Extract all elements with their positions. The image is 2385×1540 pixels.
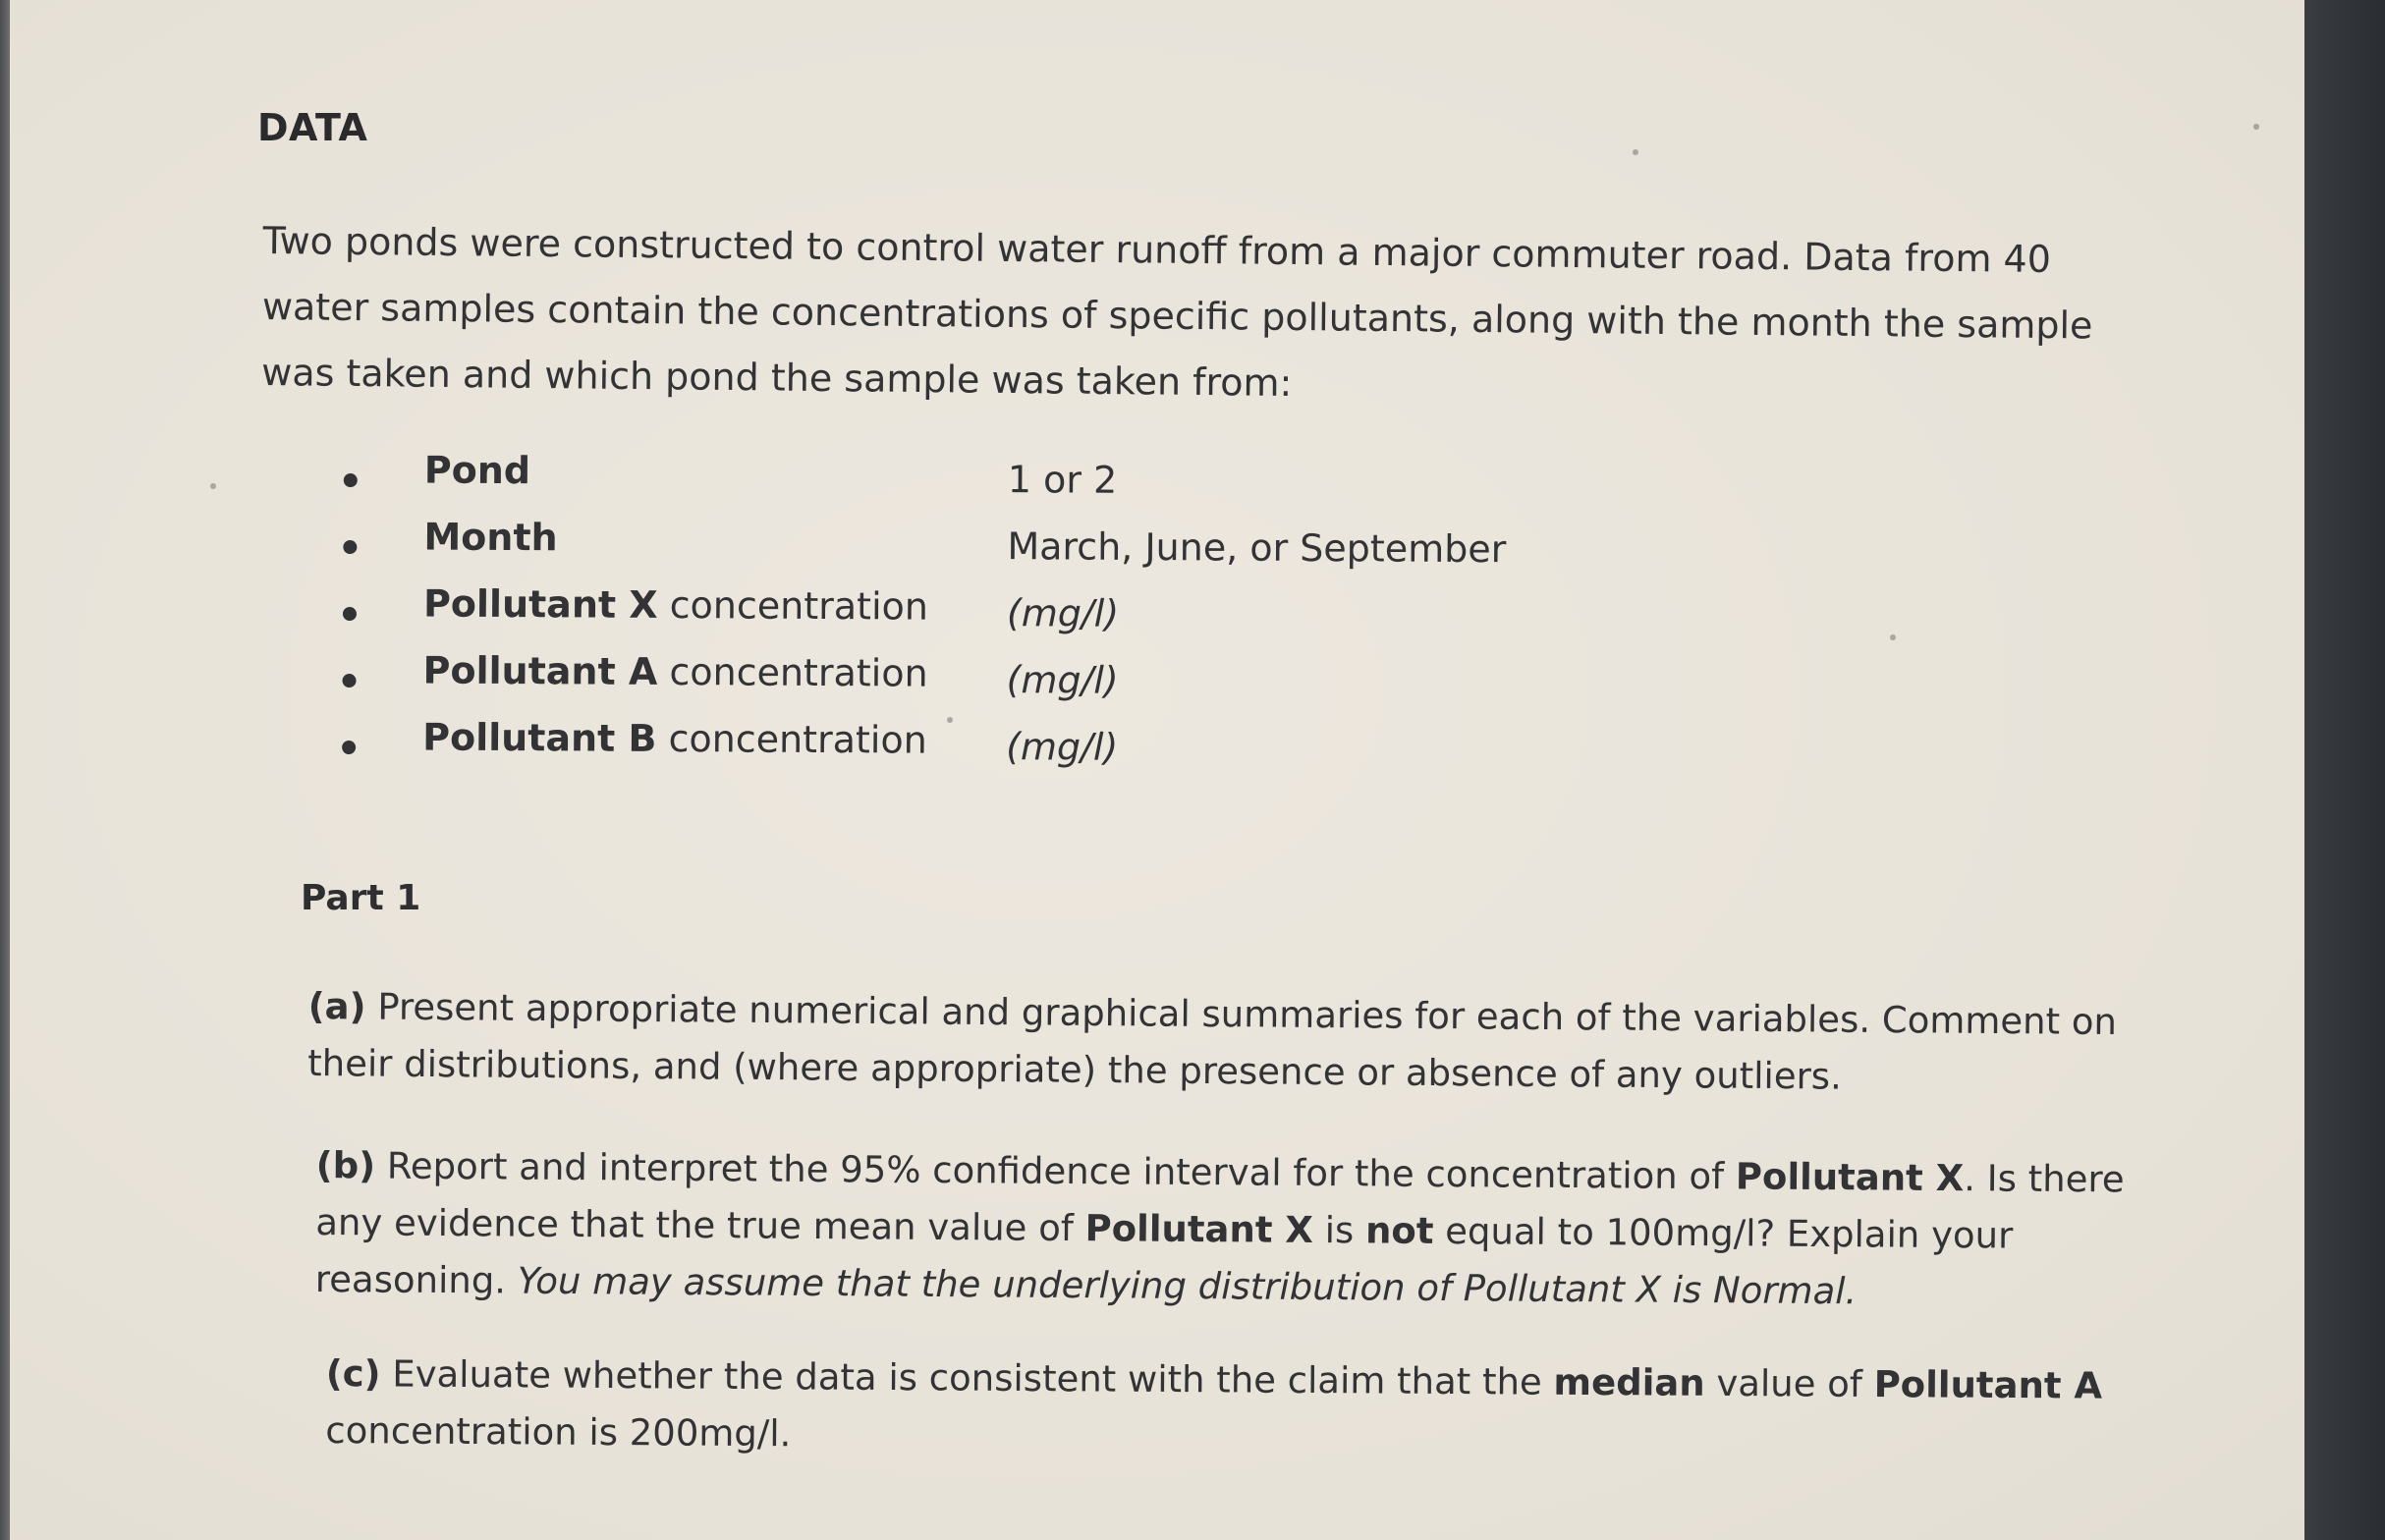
part-heading: Part 1: [301, 878, 421, 918]
bullet-icon: [342, 741, 356, 754]
variable-item-pollutant-a: [342, 648, 1521, 722]
variable-name: Pollutant X concentration: [422, 581, 929, 629]
variable-name: Month: [423, 515, 558, 560]
question-b: (b) Report and interpret the 95% confidence interval for the concentration of Pollutant X. Is there any evidence that the true mean value of Pollutant X is not equal to 100mg/l? Explain your reasoning. You may assume that the underlying distribution of Pollutant X is Normal.: [314, 1143, 2125, 1313]
question-label: (b): [315, 1143, 376, 1187]
question-label: (c): [325, 1351, 381, 1396]
question-a: (a) Present appropriate numerical and graphical summaries for each of the variables. Comment on their distributions, and (where appropriate) the presence or absence of any outliers.: [307, 984, 2118, 1098]
variable-item-pond: [344, 448, 1523, 522]
question-c: (c) Evaluate whether the data is consistent with the claim that the median value of Pollutant A concentration is 200mg/l.: [325, 1351, 2103, 1456]
bullet-icon: [343, 674, 357, 688]
variable-name: Pollutant A concentration: [422, 648, 928, 695]
bullet-icon: [343, 540, 357, 554]
variable-unit: (mg/l): [1006, 725, 1119, 769]
bullet-icon: [344, 473, 358, 487]
section-title: DATA: [257, 106, 368, 149]
variable-name: Pollutant B concentration: [422, 715, 927, 762]
variable-unit: (mg/l): [1006, 658, 1119, 702]
screen-speck: [1633, 149, 1638, 155]
variable-value: 1 or 2: [1007, 458, 1118, 502]
variable-item-month: [343, 515, 1522, 588]
variable-item-pollutant-b: [342, 715, 1521, 789]
variable-list: [342, 448, 1523, 789]
monitor-bezel-right: [2304, 0, 2385, 1540]
screen-speck: [210, 483, 216, 489]
monitor-bezel-left: [0, 0, 10, 1540]
document-page: [10, 0, 2304, 1540]
variable-unit: (mg/l): [1006, 591, 1120, 635]
intro-paragraph: Two ponds were constructed to control water runoff from a major commuter road. Data from 40 water samples contain the concentrations of specific pollutants, along with the month the sample was taken and which pond the sample was taken from:: [261, 218, 2093, 405]
screen-speck: [2253, 124, 2259, 130]
screen-speck: [1890, 634, 1896, 640]
variable-value: March, June, or September: [1007, 524, 1507, 572]
variable-name: Pond: [423, 448, 531, 493]
screen-speck: [947, 717, 953, 723]
variable-item-pollutant-x: [343, 581, 1522, 655]
bullet-icon: [343, 607, 357, 621]
question-label: (a): [307, 984, 366, 1028]
